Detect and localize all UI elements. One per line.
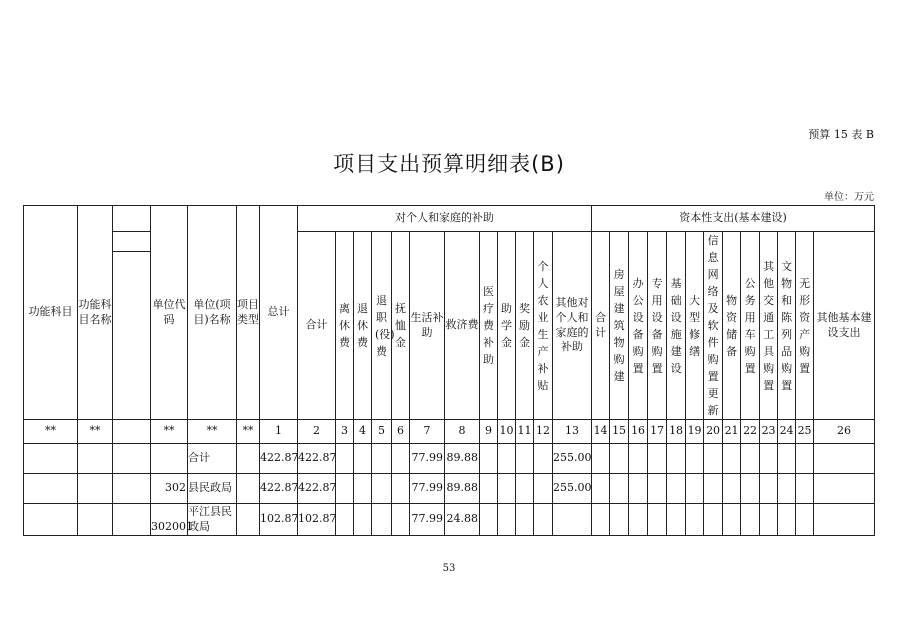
index-cell: 6 <box>392 420 410 444</box>
header-vehicle: 公务用车购置 <box>741 232 760 420</box>
table-code: 预算 15 表 B <box>808 128 874 141</box>
index-cell: ** <box>78 420 113 444</box>
header-relief-fee: 救济费 <box>445 232 480 420</box>
index-cell: ** <box>151 420 188 444</box>
index-cell: 2 <box>298 420 336 444</box>
header-blank-bottom <box>113 252 151 420</box>
index-cell: 15 <box>610 420 629 444</box>
index-cell: 12 <box>534 420 553 444</box>
row-other-personal: 255.00 <box>553 474 592 504</box>
row-relief-fee: 89.88 <box>445 474 480 504</box>
row-unit-name: 平江县民政局 <box>188 504 237 536</box>
header-func-subject-name: 功能科目名称 <box>78 206 113 420</box>
index-cell: 3 <box>336 420 354 444</box>
header-office-equipment: 办公设备购置 <box>629 232 648 420</box>
header-living-subsidy: 生活补助 <box>410 232 445 420</box>
header-medical-subsidy: 医疗费补助 <box>480 232 498 420</box>
index-cell: 5 <box>372 420 392 444</box>
header-project-type: 项目类型 <box>237 206 260 420</box>
index-cell: 14 <box>592 420 610 444</box>
row-relief-fee: 24.88 <box>445 504 480 536</box>
header-other-transport: 其他交通工具购置 <box>760 232 778 420</box>
row-living-subsidy: 77.99 <box>410 444 445 474</box>
header-group-personal: 对个人和家庭的补助 <box>298 206 592 232</box>
header-intangible-assets: 无形资产购置 <box>796 232 814 420</box>
index-cell: 26 <box>814 420 875 444</box>
row-subtotal: 422.87 <box>298 474 336 504</box>
header-major-repair: 大型修缮 <box>686 232 704 420</box>
index-cell: 11 <box>516 420 534 444</box>
header-student-aid: 助学金 <box>498 232 516 420</box>
header-func-subject: 功能科目 <box>24 206 78 420</box>
row-unit-code: 302 <box>151 474 188 504</box>
index-cell: ** <box>188 420 237 444</box>
index-cell: 23 <box>760 420 778 444</box>
index-cell: 7 <box>410 420 445 444</box>
header-row-groups <box>24 206 875 232</box>
row-subtotal: 102.87 <box>298 504 336 536</box>
index-cell: 8 <box>445 420 480 444</box>
row-unit-code <box>151 444 188 474</box>
header-capital-subtotal: 合计 <box>592 232 610 420</box>
index-cell: ** <box>237 420 260 444</box>
row-other-personal <box>553 504 592 536</box>
header-infrastructure: 基础设施建设 <box>667 232 686 420</box>
header-cultural-relics: 文物和陈列品购置 <box>778 232 796 420</box>
row-total: 422.87 <box>260 474 298 504</box>
header-bonus: 奖励金 <box>516 232 534 420</box>
unit-label: 单位：万元 <box>824 192 874 203</box>
index-cell: 18 <box>667 420 686 444</box>
row-living-subsidy: 77.99 <box>410 474 445 504</box>
index-cell <box>113 420 151 444</box>
index-cell: 4 <box>354 420 372 444</box>
page-number: 53 <box>442 563 456 574</box>
header-blank-top <box>113 206 151 232</box>
row-total: 422.87 <box>260 444 298 474</box>
index-cell: 19 <box>686 420 704 444</box>
budget-table <box>23 205 875 536</box>
row-total: 102.87 <box>260 504 298 536</box>
index-cell: 22 <box>741 420 760 444</box>
table-row <box>24 444 875 474</box>
table-row <box>24 504 875 536</box>
header-other-personal: 其他对个人和家庭的补助 <box>553 232 592 420</box>
header-other-construction: 其他基本建设支出 <box>814 232 875 420</box>
row-unit-code: 302001 <box>151 504 188 536</box>
index-row <box>24 420 875 444</box>
header-special-equipment: 专用设备购置 <box>648 232 667 420</box>
header-group-capital: 资本性支出(基本建设) <box>592 206 875 232</box>
page-title: 项目支出预算明细表(B) <box>333 152 565 176</box>
header-resign-fee: 退休费 <box>354 232 372 420</box>
index-cell: 16 <box>629 420 648 444</box>
row-relief-fee: 89.88 <box>445 444 480 474</box>
header-unit-project-name: 单位(项目)名称 <box>188 206 237 420</box>
index-cell: 13 <box>553 420 592 444</box>
index-cell: 25 <box>796 420 814 444</box>
header-building-purchase: 房屋建筑物购建 <box>610 232 629 420</box>
row-unit-name: 合计 <box>188 444 237 474</box>
row-other-personal: 255.00 <box>553 444 592 474</box>
index-cell: 21 <box>723 420 741 444</box>
index-cell: ** <box>24 420 78 444</box>
header-total: 总计 <box>260 206 298 420</box>
index-cell: 17 <box>648 420 667 444</box>
row-unit-name: 县民政局 <box>188 474 237 504</box>
header-material-reserve: 物资储备 <box>723 232 741 420</box>
header-unit-code: 单位代码 <box>151 206 188 420</box>
header-it-network: 信息网络及软件购置更新 <box>704 232 723 420</box>
index-cell: 10 <box>498 420 516 444</box>
table-row <box>24 474 875 504</box>
index-cell: 20 <box>704 420 723 444</box>
header-subtotal: 合计 <box>298 232 336 420</box>
index-cell: 1 <box>260 420 298 444</box>
header-retire-fee: 离休费 <box>336 232 354 420</box>
row-subtotal: 422.87 <box>298 444 336 474</box>
header-pension: 抚恤金 <box>392 232 410 420</box>
row-living-subsidy: 77.99 <box>410 504 445 536</box>
header-retire-service-fee: 退职(役)费 <box>372 232 392 420</box>
header-farmer-subsidy: 个人农业生产补贴 <box>534 232 553 420</box>
index-cell: 24 <box>778 420 796 444</box>
header-blank-mid <box>113 232 151 252</box>
index-cell: 9 <box>480 420 498 444</box>
